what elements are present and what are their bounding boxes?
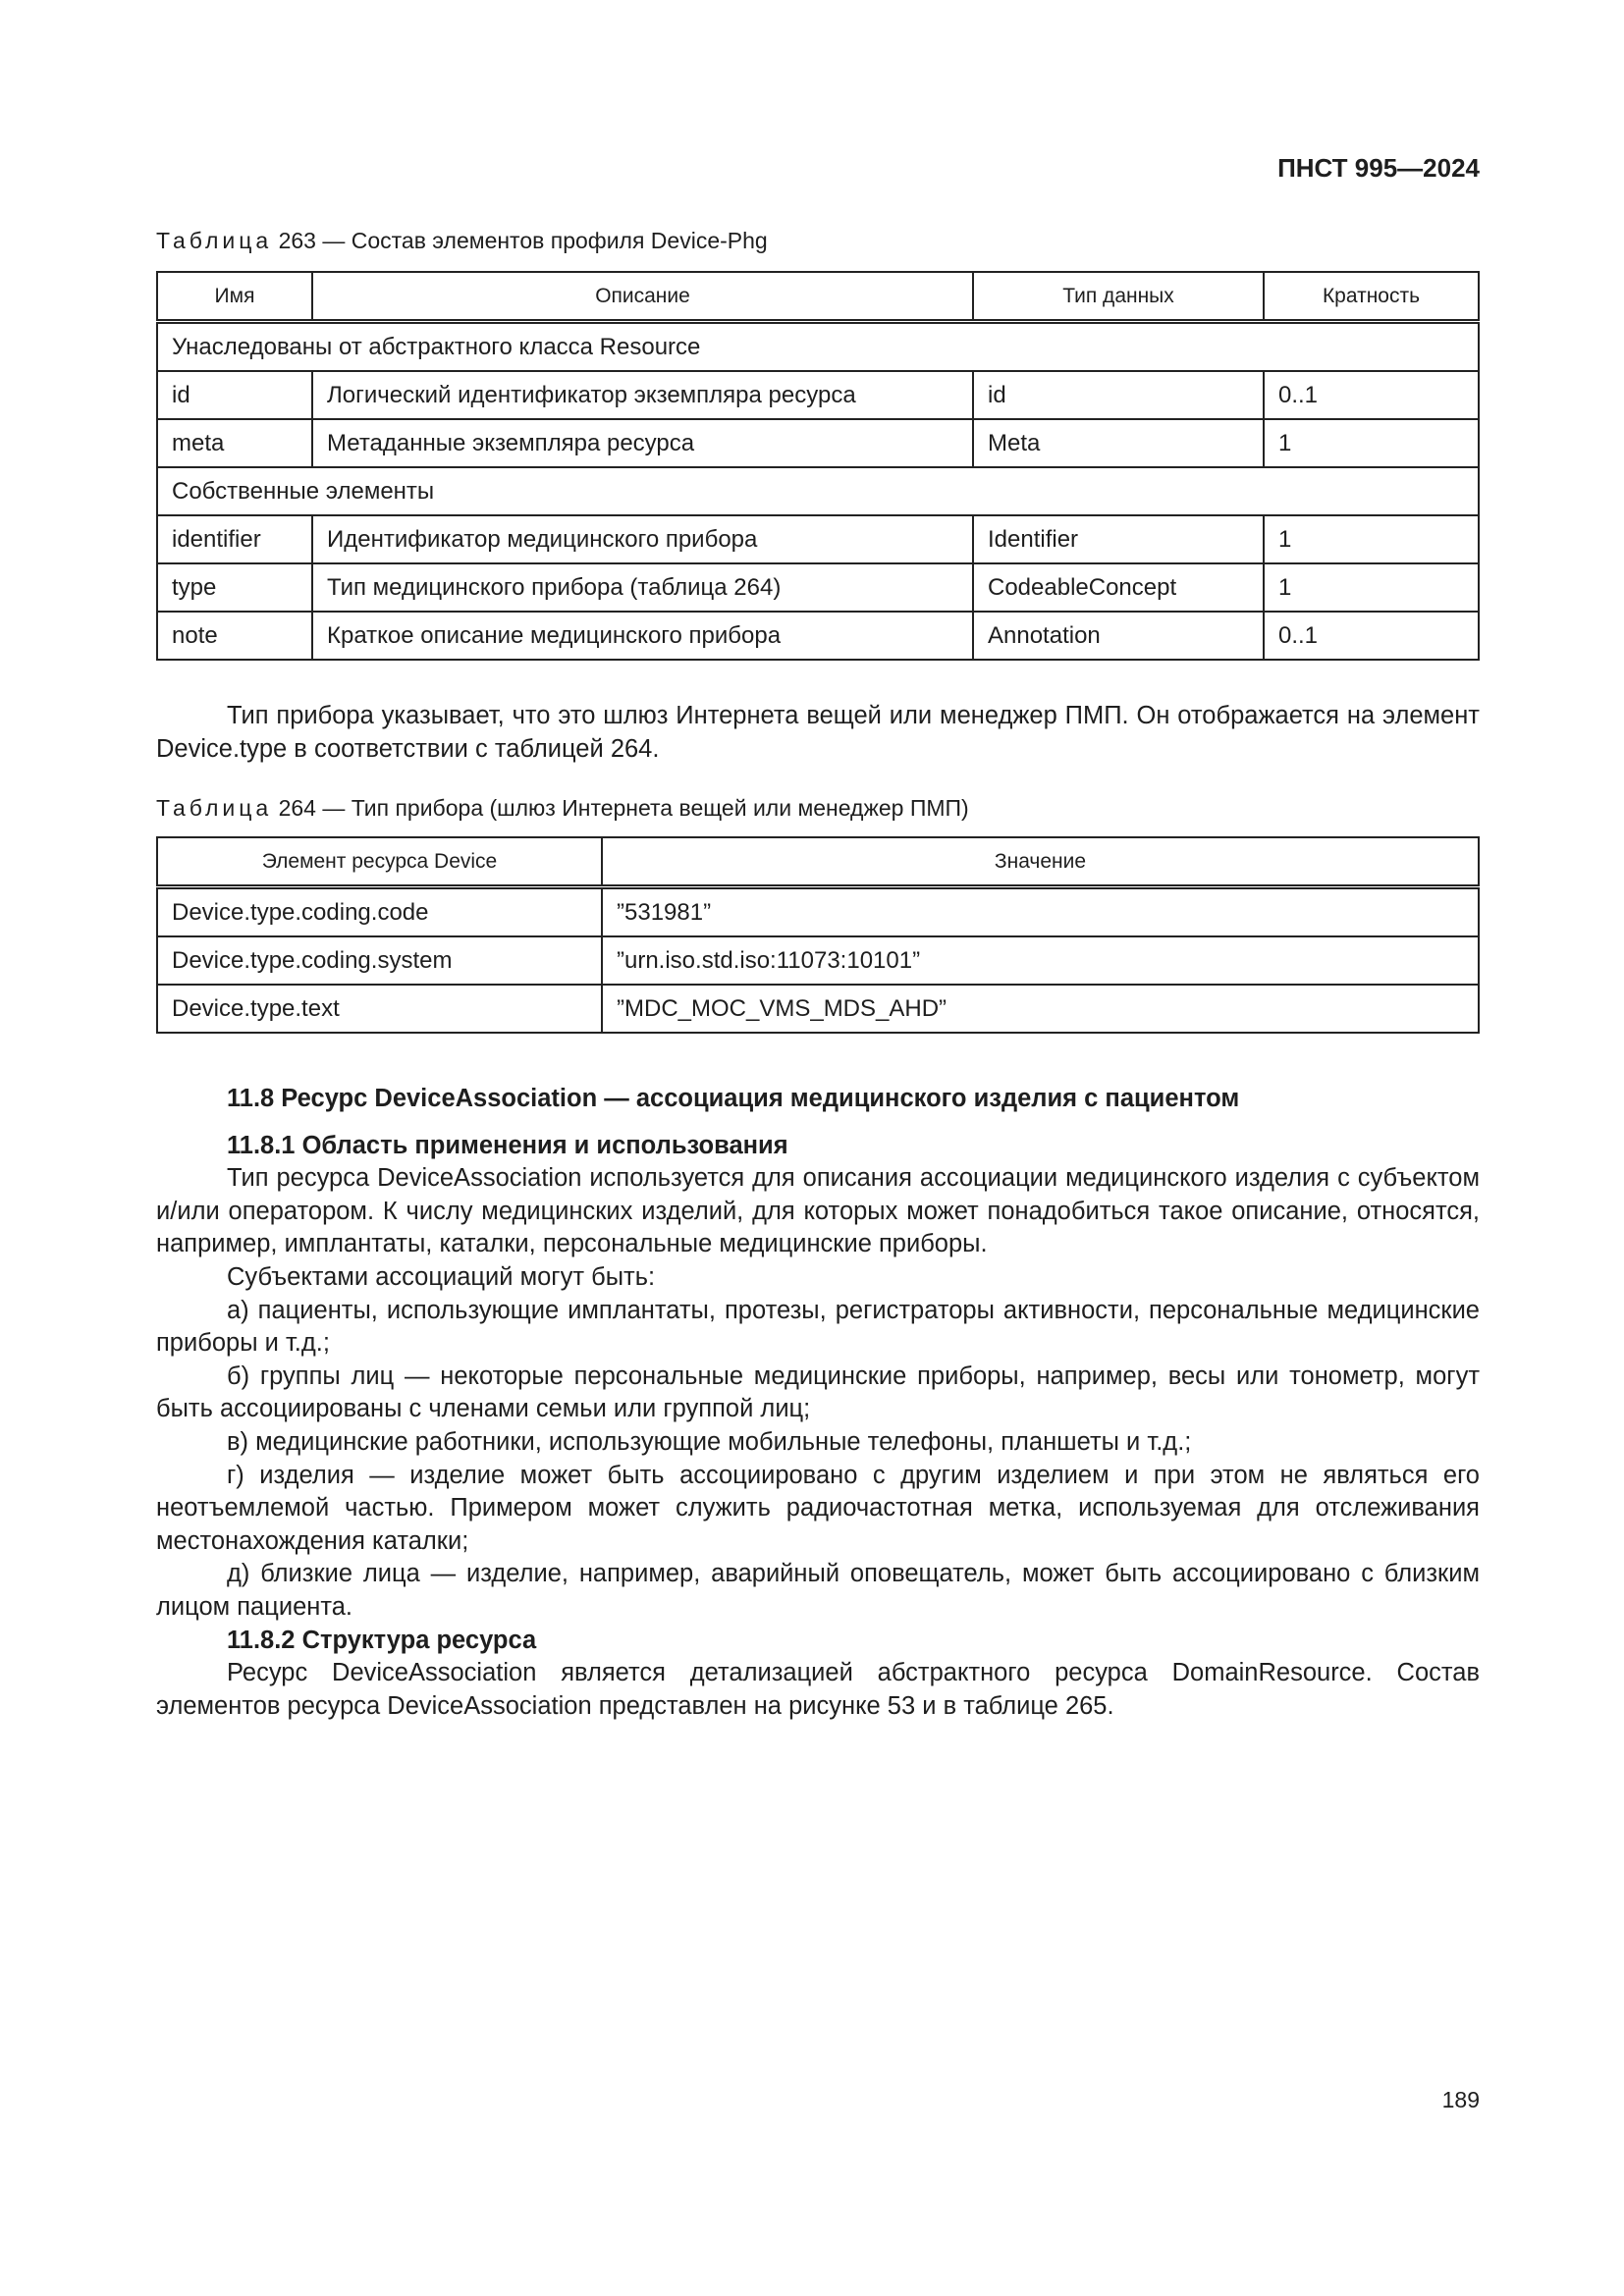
group-label: Собственные элементы — [157, 467, 1479, 515]
table-header-row — [157, 272, 1479, 322]
paragraph: Ресурс DeviceAssociation является детализацией абстрактного ресурса DomainResource. Состав элементов ресурса DeviceAssociation представлен на рисунке 53 и в таблице 265. — [156, 1659, 1480, 1720]
list-item: б) группы лиц — некоторые персональные медицинские приборы, например, весы или тонометр, могут быть ассоциированы с членами семьи или группой лиц; — [156, 1362, 1480, 1423]
subsection-heading: 11.8.2 Структура ресурса — [227, 1626, 537, 1654]
paragraph: Тип ресурса DeviceAssociation используется для описания ассоциации медицинского изделия с субъектом и/или оператором. К числу медицинских изделий, для которых может понадобиться такое описание, относятся, например, имплантаты, каталки, персональные медицинские приборы. — [156, 1164, 1480, 1258]
table-row — [157, 371, 1479, 419]
caption-prefix: Таблица — [156, 228, 273, 253]
table-264 — [156, 836, 1480, 1034]
column-header: Имя — [157, 272, 312, 322]
cell: CodeableConcept — [973, 563, 1264, 612]
cell: Логический идентификатор экземпляра ресурса — [312, 371, 973, 419]
column-header: Описание — [312, 272, 973, 322]
caption-prefix: Таблица — [156, 795, 273, 821]
table-row — [157, 985, 1479, 1033]
group-row — [157, 322, 1479, 372]
table-263 — [156, 271, 1480, 661]
cell: Метаданные экземпляра ресурса — [312, 419, 973, 467]
cell: id — [157, 371, 312, 419]
cell: Device.type.text — [157, 985, 602, 1033]
table-row — [157, 887, 1479, 937]
cell: Device.type.coding.system — [157, 936, 602, 985]
cell: Краткое описание медицинского прибора — [312, 612, 973, 660]
cell: meta — [157, 419, 312, 467]
cell: Annotation — [973, 612, 1264, 660]
list-item: г) изделия — изделие может быть ассоциировано с другим изделием и при этом не являться его неотъемлемой частью. Примером может служить радиочастотная метка, используемая для отслеживания местонахождения каталки; — [156, 1461, 1480, 1555]
table-header-row — [157, 837, 1479, 887]
cell: Meta — [973, 419, 1264, 467]
table-row — [157, 563, 1479, 612]
cell: 0..1 — [1264, 371, 1479, 419]
table-row — [157, 419, 1479, 467]
section-11-8 — [156, 1083, 1480, 1723]
column-header: Тип данных — [973, 272, 1264, 322]
list-item: а) пациенты, использующие имплантаты, протезы, регистраторы активности, персональные медицинские приборы и т.д.; — [156, 1296, 1480, 1358]
column-header: Кратность — [1264, 272, 1479, 322]
cell: ”urn.iso.std.iso:11073:10101” — [602, 936, 1479, 985]
cell: Device.type.coding.code — [157, 887, 602, 937]
caption-text: 264 — Тип прибора (шлюз Интернета вещей или менеджер ПМП) — [278, 795, 969, 821]
section-heading: 11.8 Ресурс DeviceAssociation — ассоциация медицинского изделия с пациентом — [227, 1085, 1240, 1112]
page-number: 189 — [1441, 2087, 1480, 2112]
cell: 1 — [1264, 515, 1479, 563]
list-item: в) медицинские работники, использующие мобильные телефоны, планшеты и т.д.; — [227, 1427, 1192, 1456]
cell: ”531981” — [602, 887, 1479, 937]
column-header: Значение — [602, 837, 1479, 887]
paragraph: Субъектами ассоциаций могут быть: — [227, 1262, 656, 1291]
cell: Identifier — [973, 515, 1264, 563]
table-row — [157, 515, 1479, 563]
caption-text: 263 — Состав элементов профиля Device-Phg — [278, 228, 768, 253]
cell: 0..1 — [1264, 612, 1479, 660]
group-label: Унаследованы от абстрактного класса Resource — [157, 322, 1479, 372]
cell: type — [157, 563, 312, 612]
document-id: ПНСТ 995—2024 — [1277, 153, 1480, 183]
cell: ”MDC_MOC_VMS_MDS_AHD” — [602, 985, 1479, 1033]
list-item: д) близкие лица — изделие, например, аварийный оповещатель, может быть ассоциировано с близким лицом пациента. — [156, 1560, 1480, 1621]
table-263-caption — [156, 228, 768, 254]
subsection-heading: 11.8.1 Область применения и использования — [227, 1131, 788, 1159]
group-row — [157, 467, 1479, 515]
cell: 1 — [1264, 419, 1479, 467]
column-header: Элемент ресурса Device — [157, 837, 602, 887]
cell: note — [157, 612, 312, 660]
table-row — [157, 612, 1479, 660]
cell: Идентификатор медицинского прибора — [312, 515, 973, 563]
cell: Тип медицинского прибора (таблица 264) — [312, 563, 973, 612]
paragraph: Тип прибора указывает, что это шлюз Интернета вещей или менеджер ПМП. Он отображается на элемент Device.type в соответствии с таблицей 264. — [156, 702, 1480, 763]
table-264-caption — [156, 795, 969, 822]
table-row — [157, 936, 1479, 985]
cell: 1 — [1264, 563, 1479, 612]
paragraph-block — [156, 700, 1480, 766]
cell: id — [973, 371, 1264, 419]
cell: identifier — [157, 515, 312, 563]
